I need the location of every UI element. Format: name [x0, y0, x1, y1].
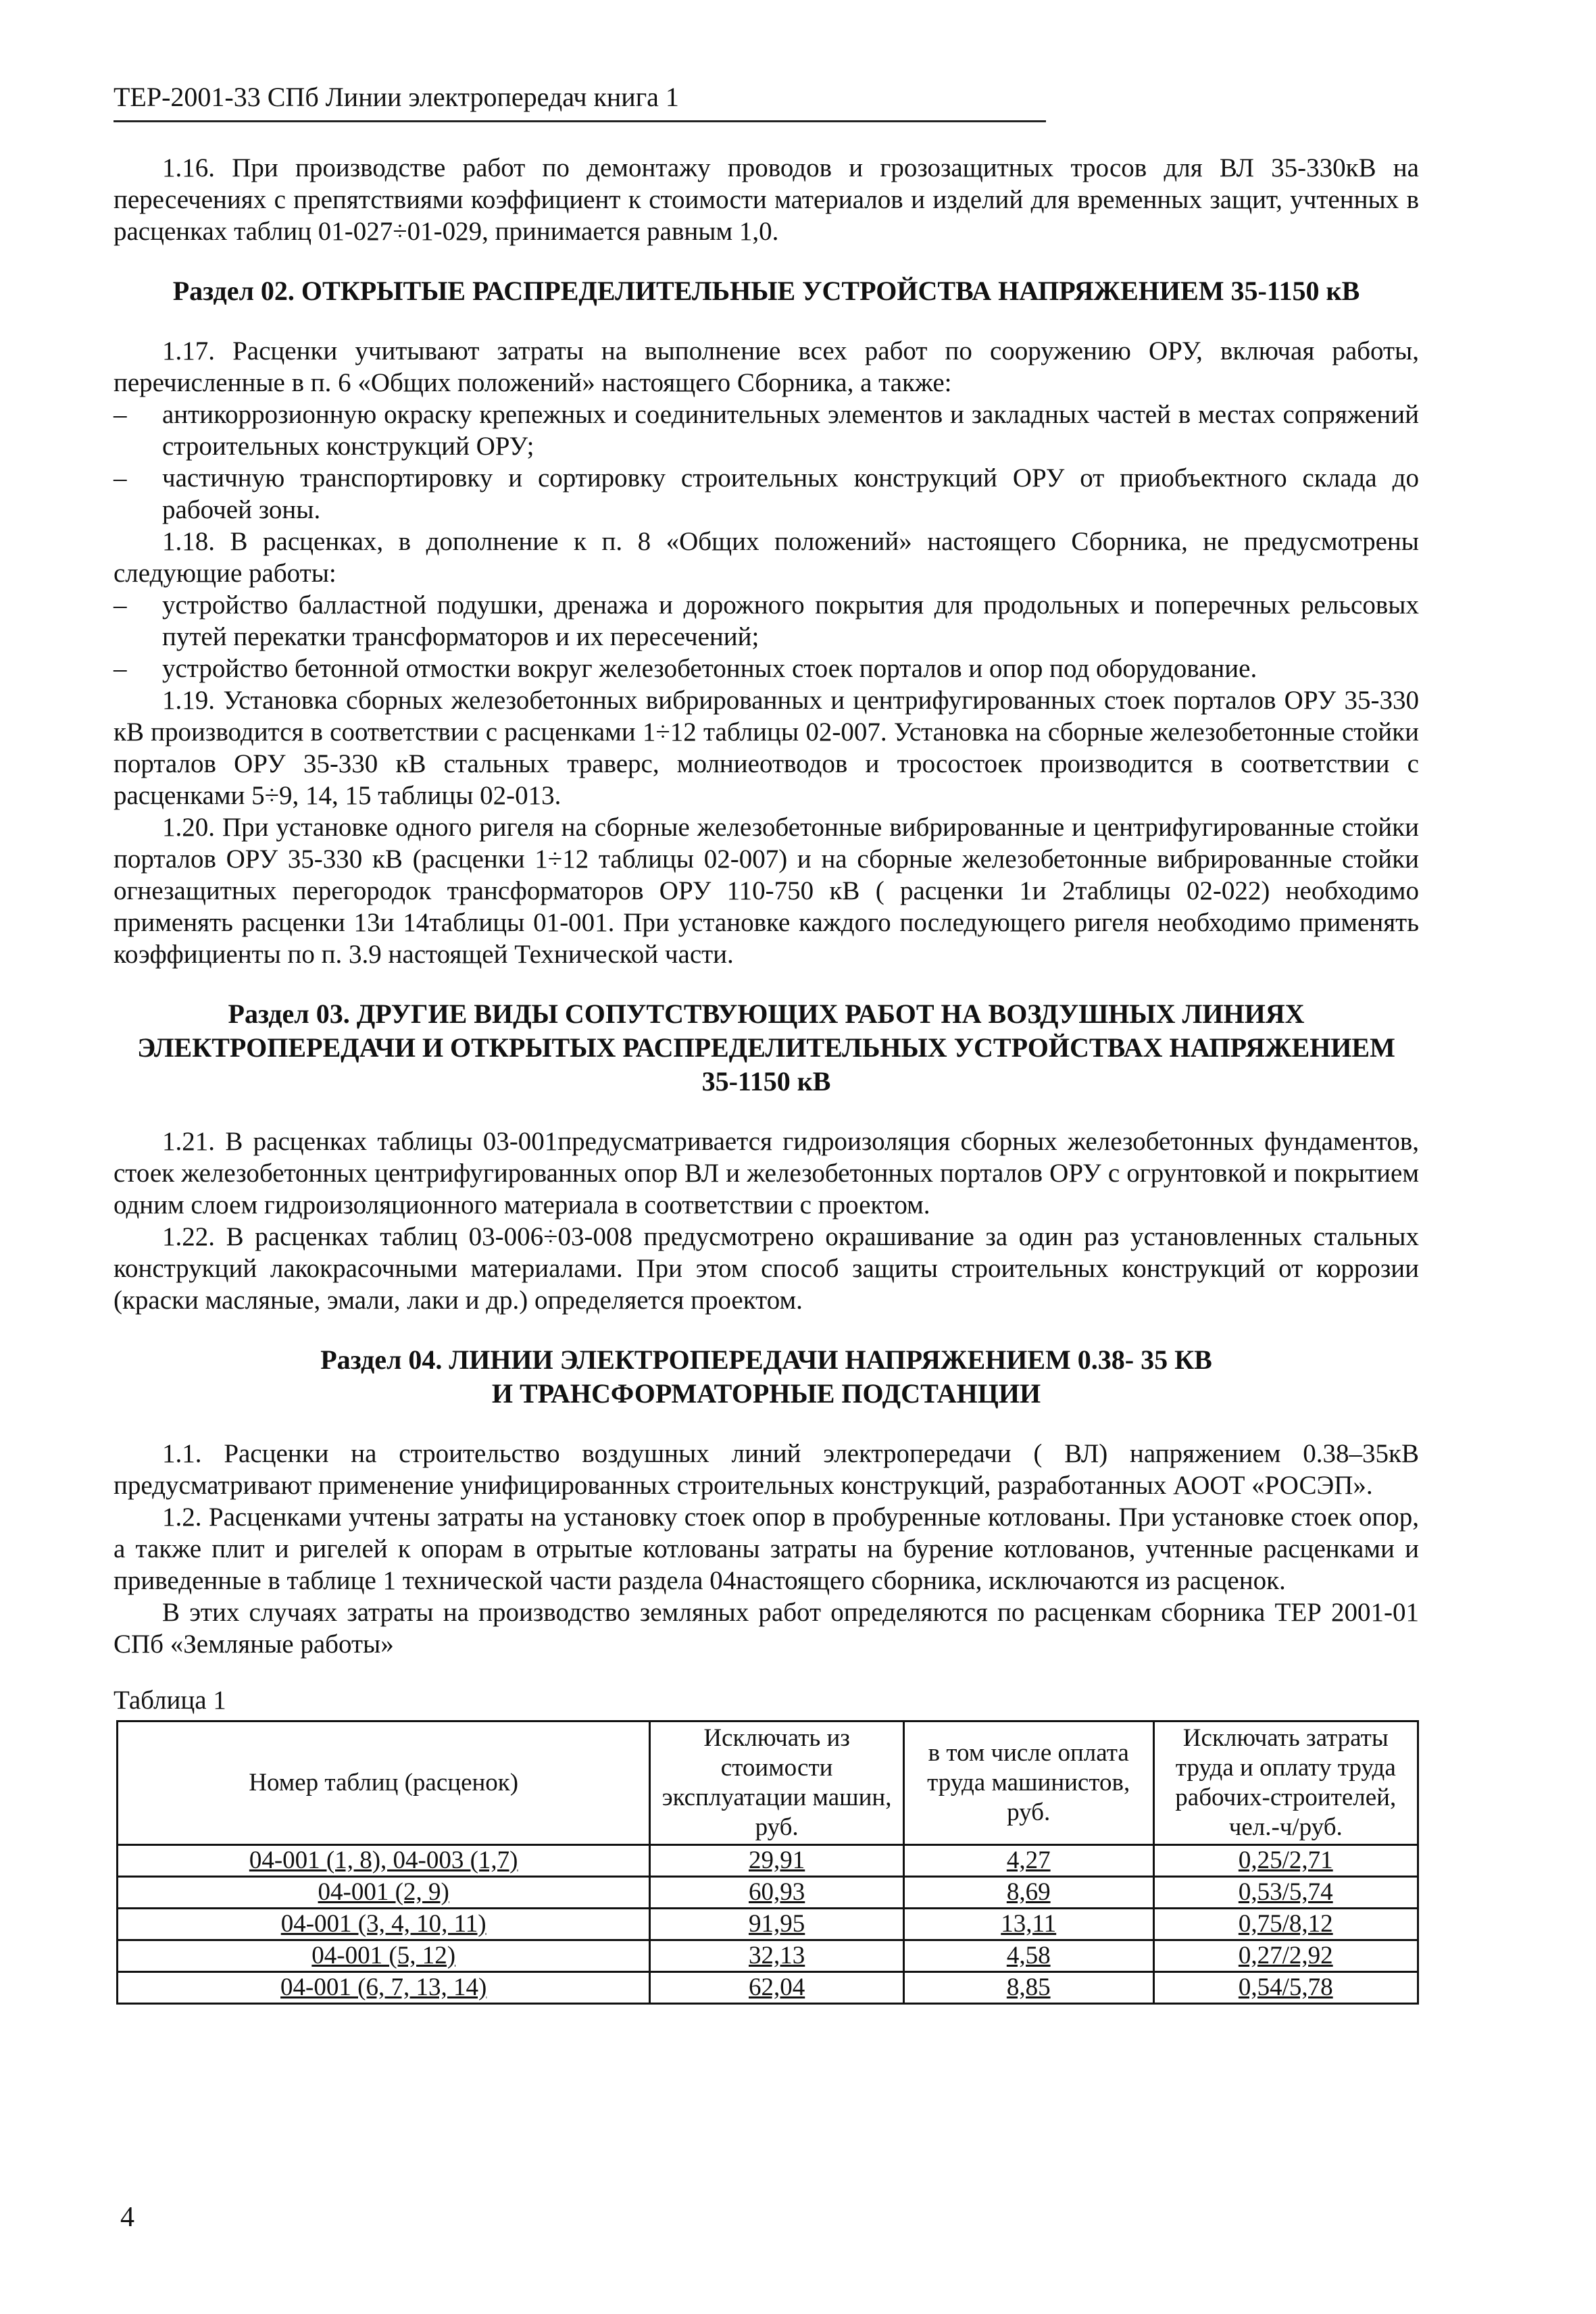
table-cell: 04-001 (6, 7, 13, 14): [118, 1972, 650, 2004]
para-1-18: 1.18. В расценках, в дополнение к п. 8 «Общих положений» настоящего Сборника, не предусмотрены следующие работы:: [114, 527, 1419, 588]
table-cell: 0,75/8,12: [1153, 1909, 1418, 1940]
table-cell: 8,69: [903, 1877, 1153, 1909]
para-1-21: 1.21. В расценках таблицы 03-001предусматривается гидроизоляция сборных железобетонных фундаментов, стоек железобетонных центрифугированных опор ВЛ и железобетонных порталов ОРУ с огрунтовкой и покрытием одним слоем гидроизоляционного материала в соответствии с проектом.: [114, 1127, 1419, 1219]
para-1-22: 1.22. В расценках таблиц 03-006÷03-008 предусмотрено окрашивание за один раз установленных стальных конструкций лакокрасочными материалами. При этом способ защиты строительных конструкций от коррозии (краски масляные, эмали, лаки и др.) определяется проектом.: [114, 1222, 1419, 1315]
table-cell: 0,53/5,74: [1153, 1877, 1418, 1909]
section-03-line-2: ЭЛЕКТРОПЕРЕДАЧИ И ОТКРЫТЫХ РАСПРЕДЕЛИТЕЛЬНЫХ УСТРОЙСТВАХ НАПРЯЖЕНИЕМ: [137, 1032, 1395, 1063]
para-1-17: 1.17. Расценки учитывают затраты на выполнение всех работ по сооружению ОРУ, включая работы, перечисленные в п. 6 «Общих положений» настоящего Сборника, а также:: [114, 336, 1419, 397]
section-03-line-1: Раздел 03. ДРУГИЕ ВИДЫ СОПУТСТВУЮЩИХ РАБОТ НА ВОЗДУШНЫХ ЛИНИЯХ: [228, 999, 1305, 1029]
table-header-row: [118, 1721, 1418, 1845]
table-cell: 0,27/2,92: [1153, 1940, 1418, 1972]
dash-marker: –: [114, 590, 127, 620]
bullet-item: [114, 653, 1419, 684]
table-cell: 04-001 (5, 12): [118, 1940, 650, 1972]
page-number: 4: [120, 2202, 134, 2233]
table-row: [118, 1972, 1418, 2004]
table-cell: 04-001 (2, 9): [118, 1877, 650, 1909]
table-row: [118, 1877, 1418, 1909]
section-03-line-3: 35-1150 кВ: [701, 1066, 831, 1097]
column-header: Исключать из стоимости эксплуатации машин, руб.: [650, 1721, 904, 1845]
bullet-text: антикоррозионную окраску крепежных и соединительных элементов и закладных частей в местах сопряжений строительных конструкций ОРУ;: [162, 400, 1419, 461]
table-cell: 4,27: [903, 1845, 1153, 1877]
page-content: [114, 152, 1419, 2005]
para-1-16: 1.16. При производстве работ по демонтажу проводов и грозозащитных тросов для ВЛ 35-330кВ на пересечениях с препятствиями коэффициент к стоимости материалов и изделий для временных защит, учтенных в расценках таблиц 01-027÷01-029, принимается равным 1,0.: [114, 153, 1419, 246]
column-header: в том числе оплата труда машинистов, руб.: [903, 1721, 1153, 1845]
table-row: [118, 1845, 1418, 1877]
header-rule: [114, 120, 1046, 122]
para-1-19: 1.19. Установка сборных железобетонных вибрированных и центрифугированных стоек порталов ОРУ 35-330 кВ производится в соответствии с расценками 1÷12 таблицы 02-007. Установка на сборные железобетонные стойки порталов ОРУ 35-330 кВ стальных траверс, молниеотводов и тросостоек производится в соответствии с расценками 5÷9, 14, 15 таблицы 02-013.: [114, 686, 1419, 810]
table-cell: 29,91: [650, 1845, 904, 1877]
table-cell: 62,04: [650, 1972, 904, 2004]
table-cell: 91,95: [650, 1909, 904, 1940]
table-cell: 4,58: [903, 1940, 1153, 1972]
section-03-title: [114, 997, 1419, 1099]
table-cell: 04-001 (3, 4, 10, 11): [118, 1909, 650, 1940]
section-02-title: Раздел 02. ОТКРЫТЫЕ РАСПРЕДЕЛИТЕЛЬНЫЕ УСТРОЙСТВА НАПРЯЖЕНИЕМ 35-1150 кВ: [172, 276, 1360, 306]
table-caption: Таблица 1: [114, 1686, 226, 1715]
para-1-20: 1.20. При установке одного ригеля на сборные железобетонные вибрированные и центрифугированные стойки порталов ОРУ 35-330 кВ (расценки 1÷12 таблицы 02-007) и на сборные железобетонные вибрированные стойки огнезащитных перегородок трансформаторов ОРУ 110-750 кВ ( расценки 1и 2таблицы 02-022) необходимо применять расценки 13и 14таблицы 01-001. При установке каждого последующего ригеля необходимо применять коэффициенты по п. 3.9 настоящей Технической части.: [114, 813, 1419, 969]
table-cell: 60,93: [650, 1877, 904, 1909]
table-cell: 8,85: [903, 1972, 1153, 2004]
column-header: Исключать затраты труда и оплату труда рабочих-строителей, чел.-ч/руб.: [1153, 1721, 1418, 1845]
bullet-item: [114, 462, 1419, 526]
table-row: [118, 1940, 1418, 1972]
para-1-2: 1.2. Расценками учтены затраты на установку стоек опор в пробуренные котлованы. При установке стоек опор, а также плит и ригелей к опорам в отрытые котлованы затраты на бурение котлованов, учтенные расценками и приведенные в таблице 1 технической части раздела 04настоящего сборника, исключаются из расценок.: [114, 1503, 1419, 1595]
para-1-1: 1.1. Расценки на строительство воздушных линий электропередачи ( ВЛ) напряжением 0.38–35кВ предусматривают применение унифицированных строительных конструкций, разработанных АООТ «РОСЭП».: [114, 1439, 1419, 1500]
bullet-text: частичную транспортировку и сортировку строительных конструкций ОРУ от приобъектного склада до рабочей зоны.: [162, 463, 1419, 524]
table-cell: 32,13: [650, 1940, 904, 1972]
table-cell: 04-001 (1, 8), 04-003 (1,7): [118, 1845, 650, 1877]
section-04-line-1: Раздел 04. ЛИНИИ ЭЛЕКТРОПЕРЕДАЧИ НАПРЯЖЕНИЕМ 0.38- 35 КВ: [320, 1344, 1212, 1375]
bullet-item: [114, 589, 1419, 653]
data-table: [116, 1720, 1419, 2005]
section-04-line-2: И ТРАНСФОРМАТОРНЫЕ ПОДСТАНЦИИ: [491, 1378, 1041, 1409]
table-row: [118, 1909, 1418, 1940]
running-header: ТЕР-2001-33 СПб Линии электропередач книга 1: [114, 82, 679, 112]
bullet-text: устройство балластной подушки, дренажа и дорожного покрытия для продольных и поперечных рельсовых путей перекатки трансформаторов и их пересечений;: [162, 590, 1419, 651]
table-cell: 0,54/5,78: [1153, 1972, 1418, 2004]
dash-marker: –: [114, 400, 127, 429]
section-04-title: [114, 1343, 1419, 1411]
bullet-text: устройство бетонной отмостки вокруг железобетонных стоек порталов и опор под оборудование.: [162, 654, 1257, 683]
column-header: Номер таблиц (расценок): [118, 1721, 650, 1845]
para-1-3: В этих случаях затраты на производство земляных работ определяются по расценкам сборника ТЕР 2001-01 СПб «Земляные работы»: [114, 1598, 1419, 1659]
table-cell: 0,25/2,71: [1153, 1845, 1418, 1877]
dash-marker: –: [114, 463, 127, 493]
bullet-item: [114, 399, 1419, 462]
dash-marker: –: [114, 654, 127, 683]
table-cell: 13,11: [903, 1909, 1153, 1940]
